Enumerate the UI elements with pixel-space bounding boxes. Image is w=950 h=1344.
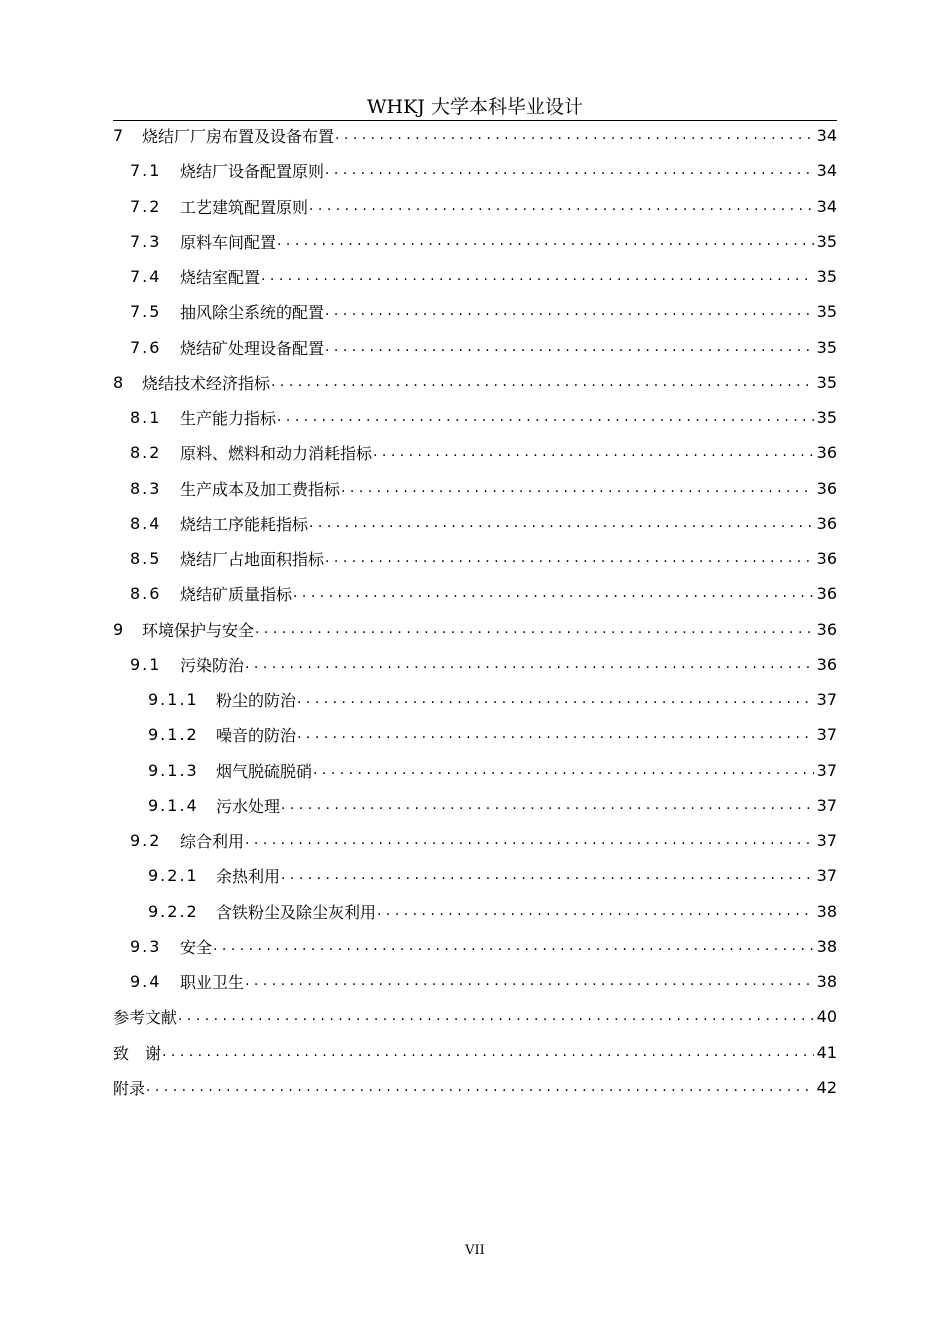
toc-entry-title: 噪音的防治 bbox=[216, 726, 297, 746]
toc-entry-title: 余热利用 bbox=[216, 867, 281, 887]
toc-entry[interactable] bbox=[113, 612, 837, 647]
toc-entry-title: 烧结厂设备配置原则 bbox=[180, 162, 325, 182]
toc-entry-number: 9.4 bbox=[130, 972, 162, 992]
toc-entry-page: 36 bbox=[816, 654, 837, 674]
toc-entry[interactable] bbox=[113, 506, 837, 541]
toc-entry-page: 37 bbox=[816, 795, 837, 815]
toc-dot-leader bbox=[245, 823, 814, 858]
toc-entry-title: 环境保护与安全 bbox=[142, 620, 255, 640]
toc-dot-leader bbox=[245, 647, 814, 682]
toc-entry-title: 原料车间配置 bbox=[180, 232, 277, 252]
toc-entry[interactable] bbox=[113, 259, 837, 294]
toc-dot-leader bbox=[325, 153, 814, 188]
toc-entry-page: 34 bbox=[816, 161, 837, 181]
toc-dot-leader bbox=[281, 788, 814, 823]
toc-entry[interactable] bbox=[113, 682, 837, 717]
toc-entry-title: 粉尘的防治 bbox=[216, 691, 297, 711]
toc-entry-number: 9.3 bbox=[130, 936, 162, 956]
toc-entry-title: 抽风除尘系统的配置 bbox=[180, 303, 325, 323]
toc-entry-title: 含铁粉尘及除尘灰利用 bbox=[216, 902, 377, 922]
toc-dot-leader bbox=[245, 964, 814, 999]
toc-entry-page: 37 bbox=[816, 831, 837, 851]
toc-entry[interactable] bbox=[113, 823, 837, 858]
toc-entry[interactable] bbox=[113, 471, 837, 506]
toc-entry-title: 生产能力指标 bbox=[180, 409, 277, 429]
toc-entry-page: 34 bbox=[816, 196, 837, 216]
toc-entry-title: 生产成本及加工费指标 bbox=[180, 479, 341, 499]
toc-entry[interactable] bbox=[113, 294, 837, 329]
toc-dot-leader bbox=[277, 400, 814, 435]
toc-dot-leader bbox=[255, 612, 814, 647]
toc-entry[interactable] bbox=[113, 1035, 837, 1070]
toc-dot-leader bbox=[377, 894, 814, 929]
toc-entry-title: 污水处理 bbox=[216, 796, 281, 816]
toc-entry-page: 38 bbox=[816, 936, 837, 956]
toc-entry[interactable] bbox=[113, 365, 837, 400]
toc-entry[interactable] bbox=[113, 1070, 837, 1105]
toc-entry-number: 9 bbox=[113, 619, 126, 639]
toc-entry-number: 7.6 bbox=[130, 337, 162, 357]
toc-entry[interactable] bbox=[113, 435, 837, 470]
toc-entry-page: 41 bbox=[816, 1042, 837, 1062]
toc-dot-leader bbox=[271, 365, 814, 400]
toc-entry[interactable] bbox=[113, 964, 837, 999]
toc-entry-number: 9.1.4 bbox=[148, 795, 199, 815]
toc-entry-page: 36 bbox=[816, 513, 837, 533]
toc-entry-page: 38 bbox=[816, 972, 837, 992]
toc-entry[interactable] bbox=[113, 929, 837, 964]
toc-entry-page: 40 bbox=[816, 1007, 837, 1027]
toc-entry-title: 安全 bbox=[180, 937, 213, 957]
toc-entry-number: 7.3 bbox=[130, 231, 162, 251]
toc-entry[interactable] bbox=[113, 788, 837, 823]
toc-entry-number: 8.4 bbox=[130, 513, 162, 533]
toc-entry[interactable] bbox=[113, 576, 837, 611]
toc-entry-number: 8.5 bbox=[130, 549, 162, 569]
toc-dot-leader bbox=[297, 717, 814, 752]
toc-entry-number: 8.6 bbox=[130, 584, 162, 604]
toc-entry-number: 9.1 bbox=[130, 654, 162, 674]
toc-entry[interactable] bbox=[113, 541, 837, 576]
toc-dot-leader bbox=[162, 1035, 814, 1070]
toc-entry[interactable] bbox=[113, 153, 837, 188]
toc-entry-title: 烟气脱硫脱硝 bbox=[216, 761, 313, 781]
toc-entry-title: 污染防治 bbox=[180, 655, 245, 675]
toc-entry-title: 职业卫生 bbox=[180, 973, 245, 993]
toc-entry-number: 9.2.2 bbox=[148, 901, 199, 921]
toc-entry[interactable] bbox=[113, 753, 837, 788]
toc-entry-page: 36 bbox=[816, 478, 837, 498]
toc-dot-leader bbox=[325, 330, 814, 365]
header-title: WHKJ 大学本科毕业设计 bbox=[367, 96, 583, 118]
toc-entry-number: 7 bbox=[113, 126, 126, 146]
toc-entry-title: 附录 bbox=[113, 1078, 146, 1098]
toc-entry-number: 9.1.2 bbox=[148, 725, 199, 745]
toc-entry-page: 42 bbox=[816, 1077, 837, 1097]
toc-entry[interactable] bbox=[113, 647, 837, 682]
toc-dot-leader bbox=[313, 753, 814, 788]
toc-entry-title: 烧结技术经济指标 bbox=[142, 373, 271, 393]
toc-dot-leader bbox=[146, 1070, 814, 1105]
toc-entry-number: 9.1.1 bbox=[148, 690, 199, 710]
toc-dot-leader bbox=[309, 506, 814, 541]
toc-entry-page: 36 bbox=[816, 619, 837, 639]
toc-dot-leader bbox=[293, 576, 814, 611]
toc-entry[interactable] bbox=[113, 894, 837, 929]
toc-entry-number: 7.1 bbox=[130, 161, 162, 181]
toc-entry-number: 8.1 bbox=[130, 408, 162, 428]
toc-entry-page: 37 bbox=[816, 690, 837, 710]
toc-entry-page: 35 bbox=[816, 337, 837, 357]
toc-entry-page: 38 bbox=[816, 901, 837, 921]
toc-dot-leader bbox=[178, 999, 814, 1034]
toc-entry-number: 9.1.3 bbox=[148, 760, 199, 780]
toc-entry-page: 37 bbox=[816, 866, 837, 886]
toc-entry-page: 36 bbox=[816, 584, 837, 604]
page-header bbox=[113, 94, 837, 121]
toc-dot-leader bbox=[325, 294, 814, 329]
toc-entry[interactable] bbox=[113, 400, 837, 435]
toc-dot-leader bbox=[335, 118, 814, 153]
toc-entry[interactable] bbox=[113, 999, 837, 1034]
toc-entry[interactable] bbox=[113, 717, 837, 752]
toc-entry-title: 综合利用 bbox=[180, 832, 245, 852]
toc-entry-page: 35 bbox=[816, 231, 837, 251]
toc-entry-title: 烧结厂厂房布置及设备布置 bbox=[142, 127, 335, 147]
toc-entry-page: 36 bbox=[816, 443, 837, 463]
toc-dot-leader bbox=[309, 189, 814, 224]
toc-dot-leader bbox=[213, 929, 814, 964]
toc-dot-leader bbox=[261, 259, 814, 294]
toc-entry-page: 36 bbox=[816, 549, 837, 569]
toc-entry-title: 烧结室配置 bbox=[180, 268, 261, 288]
toc-entry-page: 37 bbox=[816, 760, 837, 780]
toc-entry-number: 8.3 bbox=[130, 478, 162, 498]
toc-entry[interactable] bbox=[113, 189, 837, 224]
toc-entry-title: 工艺建筑配置原则 bbox=[180, 197, 309, 217]
toc-dot-leader bbox=[297, 682, 814, 717]
toc-entry[interactable] bbox=[113, 330, 837, 365]
toc-entry-number: 7.4 bbox=[130, 267, 162, 287]
toc-entry-page: 35 bbox=[816, 372, 837, 392]
toc-entry-title: 烧结矿处理设备配置 bbox=[180, 338, 325, 358]
toc-entry-title: 烧结厂占地面积指标 bbox=[180, 550, 325, 570]
toc-entry-number: 9.2.1 bbox=[148, 866, 199, 886]
toc-dot-leader bbox=[325, 541, 814, 576]
toc-entry-number: 8 bbox=[113, 372, 126, 392]
toc-entry-number: 7.2 bbox=[130, 196, 162, 216]
toc-entry-title: 参考文献 bbox=[113, 1008, 178, 1028]
toc-entry-number: 9.2 bbox=[130, 831, 162, 851]
toc-entry-page: 35 bbox=[816, 408, 837, 428]
toc-entry-title: 致 谢 bbox=[113, 1043, 162, 1063]
toc-dot-leader bbox=[277, 224, 814, 259]
toc-dot-leader bbox=[281, 858, 814, 893]
toc-entry-number: 8.2 bbox=[130, 443, 162, 463]
toc-dot-leader bbox=[373, 435, 814, 470]
toc-entry-title: 原料、燃料和动力消耗指标 bbox=[180, 444, 373, 464]
toc-entry-title: 烧结工序能耗指标 bbox=[180, 514, 309, 534]
toc-entry-title: 烧结矿质量指标 bbox=[180, 585, 293, 605]
toc-entry-page: 37 bbox=[816, 725, 837, 745]
toc-entry[interactable] bbox=[113, 224, 837, 259]
toc-entry[interactable] bbox=[113, 118, 837, 153]
table-of-contents bbox=[113, 118, 837, 1105]
toc-entry-page: 35 bbox=[816, 267, 837, 287]
toc-entry-number: 7.5 bbox=[130, 302, 162, 322]
toc-entry-page: 34 bbox=[816, 126, 837, 146]
footer-page-number: VII bbox=[465, 1243, 485, 1258]
page-footer bbox=[0, 1243, 950, 1258]
toc-entry[interactable] bbox=[113, 858, 837, 893]
toc-entry-page: 35 bbox=[816, 302, 837, 322]
toc-dot-leader bbox=[341, 471, 814, 506]
